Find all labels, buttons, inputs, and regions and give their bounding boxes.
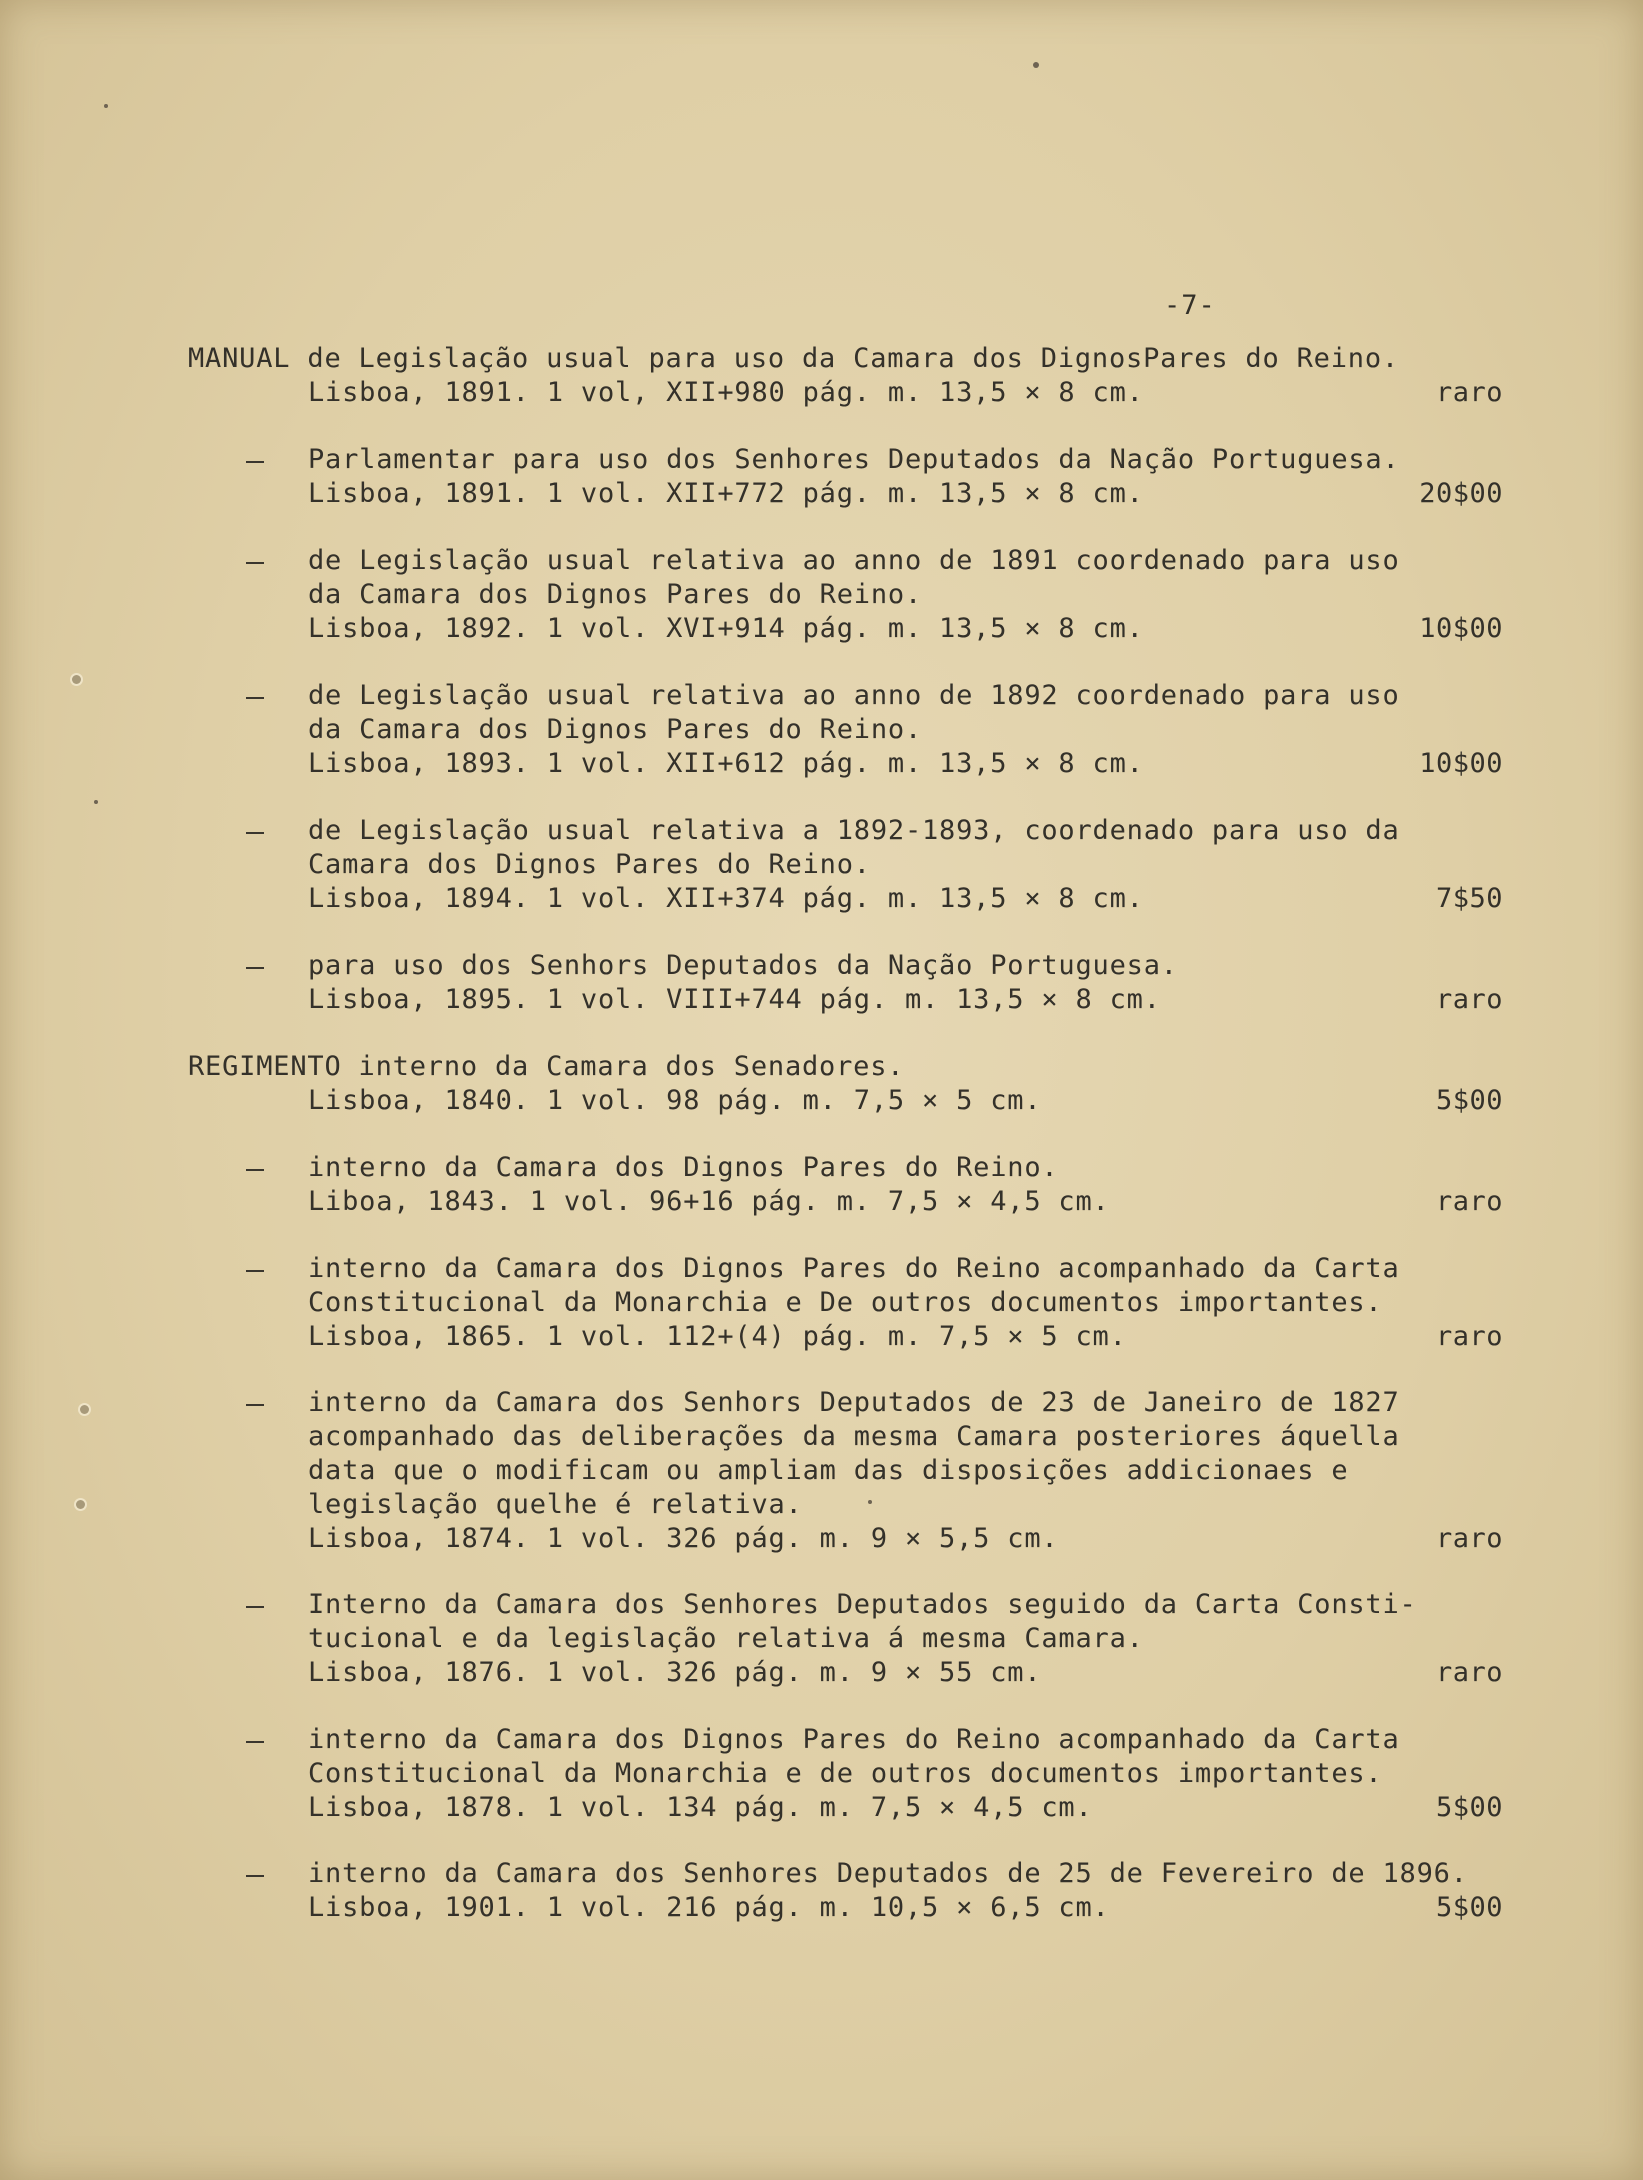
- entry-line: Lisboa, 1874. 1 vol. 326 pág. m. 9 × 5,5 cm.: [308, 1523, 1059, 1554]
- entry-line: interno da Camara dos Dignos Pares do Reino acompanhado da Carta: [308, 1253, 1400, 1284]
- entry-line: Lisboa, 1876. 1 vol. 326 pág. m. 9 × 55 cm.: [308, 1657, 1042, 1688]
- entry-line: Lisboa, 1891. 1 vol. XII+772 pág. m. 13,5 × 8 cm.: [308, 478, 1144, 509]
- ditto-dash: [246, 1606, 264, 1608]
- entry-line: Lisboa, 1891. 1 vol, XII+980 pág. m. 13,5 × 8 cm.: [308, 377, 1144, 408]
- entry-line: REGIMENTO interno da Camara dos Senadores.: [188, 1051, 905, 1082]
- entry-line: da Camara dos Dignos Pares do Reino.: [308, 579, 922, 610]
- punch-hole: [72, 675, 81, 684]
- entry-line: data que o modificam ou ampliam das disposições addicionaes e: [308, 1455, 1349, 1486]
- price-label: raro: [1435, 984, 1503, 1015]
- ditto-dash: [246, 1270, 264, 1272]
- ditto-dash: [246, 461, 264, 463]
- punch-hole: [80, 1405, 89, 1414]
- entry-line: interno da Camara dos Dignos Pares do Reino acompanhado da Carta: [308, 1724, 1400, 1755]
- entry-line: legislação quelhe é relativa.: [308, 1489, 803, 1520]
- price-label: 5$00: [1435, 1792, 1503, 1823]
- price-label: raro: [1435, 1321, 1503, 1352]
- entry-line: interno da Camara dos Senhors Deputados de 23 de Janeiro de 1827: [308, 1387, 1400, 1418]
- entry-line: interno da Camara dos Dignos Pares do Reino.: [308, 1152, 1059, 1183]
- price-label: raro: [1435, 1523, 1503, 1554]
- entry-line: para uso dos Senhors Deputados da Nação Portuguesa.: [308, 950, 1178, 981]
- price-label: 20$00: [1419, 478, 1503, 509]
- entry-line: MANUAL de Legislação usual para uso da Camara dos DignosPares do Reino.: [188, 343, 1399, 374]
- entry-line: interno da Camara dos Senhores Deputados de 25 de Fevereiro de 1896.: [308, 1858, 1468, 1889]
- entry-line: Lisboa, 1892. 1 vol. XVI+914 pág. m. 13,5 × 8 cm.: [308, 613, 1144, 644]
- ditto-dash: [246, 1404, 264, 1406]
- page-number: -7-: [1164, 290, 1216, 321]
- entry-line: Lisboa, 1895. 1 vol. VIII+744 pág. m. 13,5 × 8 cm.: [308, 984, 1161, 1015]
- entry-line: de Legislação usual relativa ao anno de 1891 coordenado para uso: [308, 545, 1400, 576]
- entry-line: Lisboa, 1840. 1 vol. 98 pág. m. 7,5 × 5 cm.: [308, 1085, 1042, 1116]
- entry-line: de Legislação usual relativa ao anno de 1892 coordenado para uso: [308, 680, 1400, 711]
- entry-line: Lisboa, 1894. 1 vol. XII+374 pág. m. 13,5 × 8 cm.: [308, 883, 1144, 914]
- entry-line: Constitucional da Monarchia e De outros documentos importantes.: [308, 1287, 1383, 1318]
- price-label: 10$00: [1419, 748, 1503, 779]
- ditto-dash: [246, 562, 264, 564]
- ink-speck: [94, 800, 98, 804]
- price-label: raro: [1435, 1657, 1503, 1688]
- ink-speck: [868, 1500, 872, 1504]
- price-label: 7$50: [1435, 883, 1503, 914]
- entry-line: Lisboa, 1893. 1 vol. XII+612 pág. m. 13,5 × 8 cm.: [308, 748, 1144, 779]
- price-label: raro: [1435, 1186, 1503, 1217]
- ditto-dash: [246, 1169, 264, 1171]
- ink-speck: [1033, 62, 1039, 68]
- entry-line: acompanhado das deliberações da mesma Camara posteriores áquella: [308, 1421, 1400, 1452]
- price-label: raro: [1435, 377, 1503, 408]
- punch-hole: [76, 1500, 85, 1509]
- ditto-dash: [246, 1741, 264, 1743]
- ditto-dash: [246, 832, 264, 834]
- ink-speck: [104, 104, 108, 108]
- entry-line: Lisboa, 1901. 1 vol. 216 pág. m. 10,5 × 6,5 cm.: [308, 1892, 1110, 1923]
- ditto-dash: [246, 1875, 264, 1877]
- price-label: 10$00: [1419, 613, 1503, 644]
- entry-line: Liboa, 1843. 1 vol. 96+16 pág. m. 7,5 × 4,5 cm.: [308, 1186, 1110, 1217]
- entry-line: Lisboa, 1865. 1 vol. 112+(4) pág. m. 7,5 × 5 cm.: [308, 1321, 1127, 1352]
- price-label: 5$00: [1435, 1085, 1503, 1116]
- entry-line: Lisboa, 1878. 1 vol. 134 pág. m. 7,5 × 4,5 cm.: [308, 1792, 1093, 1823]
- ditto-dash: [246, 967, 264, 969]
- entry-line: Constitucional da Monarchia e de outros documentos importantes.: [308, 1758, 1383, 1789]
- price-label: 5$00: [1435, 1892, 1503, 1923]
- entry-line: Parlamentar para uso dos Senhores Deputados da Nação Portuguesa.: [308, 444, 1400, 475]
- entry-line: Interno da Camara dos Senhores Deputados seguido da Carta Consti-: [308, 1589, 1417, 1620]
- entry-line: Camara dos Dignos Pares do Reino.: [308, 849, 871, 880]
- ditto-dash: [246, 697, 264, 699]
- entry-line: tucional e da legislação relativa á mesma Camara.: [308, 1623, 1144, 1654]
- entry-line: da Camara dos Dignos Pares do Reino.: [308, 714, 922, 745]
- entry-line: de Legislação usual relativa a 1892-1893, coordenado para uso da: [308, 815, 1400, 846]
